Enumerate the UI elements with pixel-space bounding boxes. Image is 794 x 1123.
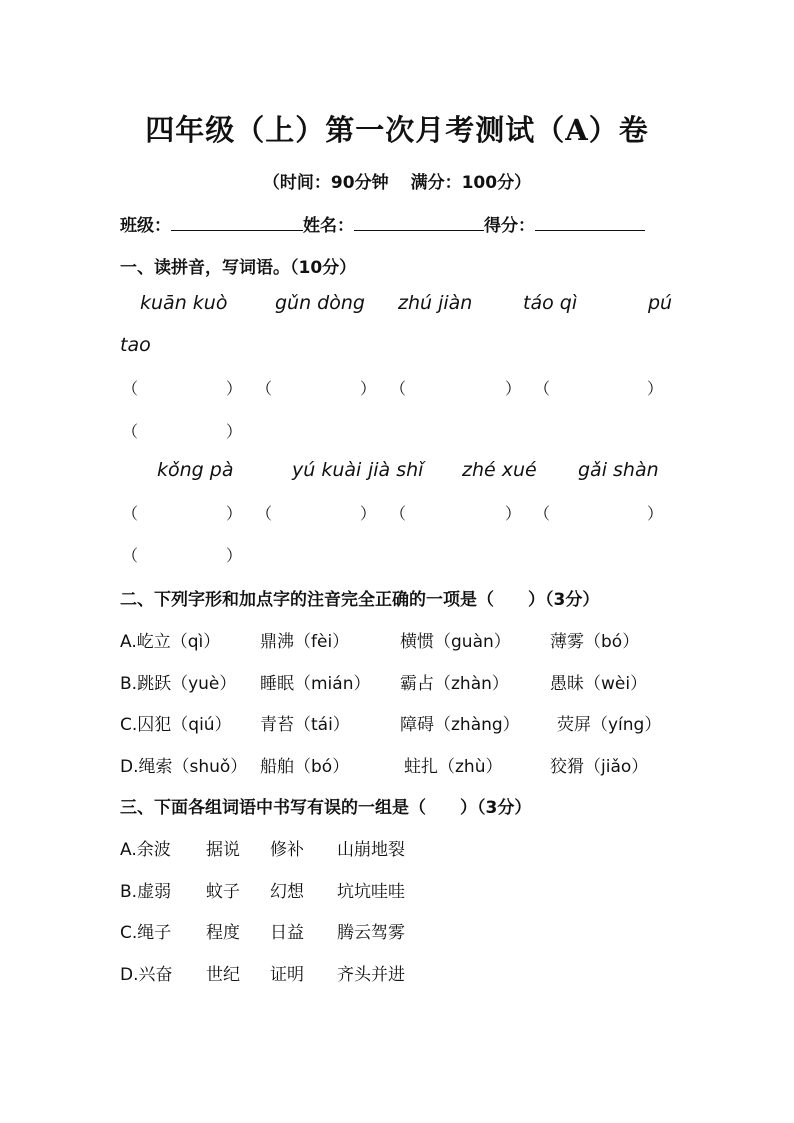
answer-paren-close: ） <box>226 422 243 441</box>
option-d-word: 狡猾（jiǎo） <box>550 757 649 777</box>
option-a-word: A.余波 <box>120 840 171 860</box>
option-b-word: 幻想 <box>270 882 304 902</box>
answer-paren-open: （ <box>534 379 551 398</box>
option-d-word: 世纪 <box>206 965 240 985</box>
answer-paren-close: ） <box>505 379 522 398</box>
option-b-word: 蚊子 <box>206 882 240 902</box>
pinyin-item: gǔn dòng <box>275 292 365 314</box>
pinyin-item: pú <box>648 292 673 314</box>
pinyin-item: zhú jiàn <box>398 292 473 314</box>
option-a-word: 据说 <box>206 840 240 860</box>
class-label: 班级： <box>120 216 171 236</box>
option-a-word: 薄雾（bó） <box>550 632 640 652</box>
exam-subtitle <box>0 168 794 193</box>
pinyin-item: jià shǐ <box>368 459 424 481</box>
answer-paren-close: ） <box>647 379 664 398</box>
option-d-word: 齐头并进 <box>337 965 405 985</box>
pinyin-item: táo qì <box>523 292 578 314</box>
answer-paren-close: ） <box>226 546 243 565</box>
pinyin-item-wrap: tao <box>120 334 151 356</box>
section2-heading: 二、下列字形和加点字的注音完全正确的一项是（ ）（3分） <box>120 590 600 610</box>
option-d-word: 蛀扎（zhù） <box>404 757 503 777</box>
answer-paren-open: （ <box>390 504 407 523</box>
option-c-word: 腾云驾雾 <box>337 923 405 943</box>
option-c-word: 程度 <box>206 923 240 943</box>
option-d-word: D.兴奋 <box>120 965 173 985</box>
answer-paren-close: ） <box>360 504 377 523</box>
answer-paren-open: （ <box>534 504 551 523</box>
option-c-word: 障碍（zhàng） <box>400 715 520 735</box>
class-blank[interactable] <box>171 211 303 231</box>
option-d-word: 船舶（bó） <box>260 757 350 777</box>
pinyin-item: kuān kuò <box>140 292 228 314</box>
option-b-word: 坑坑哇哇 <box>337 882 405 902</box>
option-a-word: 横惯（guàn） <box>400 632 511 652</box>
answer-paren-close: ） <box>226 379 243 398</box>
answer-paren-open: （ <box>390 379 407 398</box>
answer-paren-open: （ <box>256 504 273 523</box>
option-c-word: 青苔（tái） <box>260 715 350 735</box>
answer-paren-open: （ <box>256 379 273 398</box>
pinyin-item: kǒng pà <box>157 459 234 481</box>
option-b-word: 睡眠（mián） <box>260 674 371 694</box>
section3-heading: 三、下面各组词语中书写有误的一组是（ ）（3分） <box>120 798 532 818</box>
option-a-word: A.屹立（qì） <box>120 632 221 652</box>
score-label: 得分： <box>484 216 535 236</box>
name-label: 姓名： <box>303 216 354 236</box>
option-b-word: 愚昧（wèi） <box>550 674 648 694</box>
page-title: 四年级（上）第一次月考测试（A）卷 <box>145 113 649 147</box>
option-c-word: 荧屏（yíng） <box>557 715 662 735</box>
answer-paren-open: （ <box>122 504 139 523</box>
option-c-word: C.囚犯（qiú） <box>120 715 232 735</box>
option-a-word: 鼎沸（fèi） <box>260 632 350 652</box>
answer-paren-close: ） <box>360 379 377 398</box>
answer-paren-open: （ <box>122 379 139 398</box>
student-info-line <box>120 211 645 236</box>
exam-time: （时间：90分钟 <box>262 173 389 193</box>
pinyin-item: yú kuài <box>292 459 362 481</box>
option-b-word: B.跳跃（yuè） <box>120 674 237 694</box>
option-d-word: 证明 <box>270 965 304 985</box>
option-c-word: 日益 <box>270 923 304 943</box>
option-d-word: D.绳索（shuǒ） <box>120 757 248 777</box>
score-blank[interactable] <box>535 211 645 231</box>
section1-heading: 一、读拼音，写词语。（10分） <box>120 258 357 278</box>
answer-paren-open: （ <box>122 422 139 441</box>
option-c-word: C.绳子 <box>120 923 172 943</box>
answer-paren-open: （ <box>122 546 139 565</box>
option-a-word: 山崩地裂 <box>337 840 405 860</box>
option-b-word: 霸占（zhàn） <box>400 674 509 694</box>
answer-paren-close: ） <box>505 504 522 523</box>
option-a-word: 修补 <box>270 840 304 860</box>
pinyin-item: zhé xué <box>462 459 537 481</box>
name-blank[interactable] <box>354 211 484 231</box>
answer-paren-close: ） <box>647 504 664 523</box>
answer-paren-close: ） <box>226 504 243 523</box>
exam-full-score: 满分：100分） <box>410 173 532 193</box>
option-b-word: B.虚弱 <box>120 882 172 902</box>
pinyin-item: gǎi shàn <box>578 459 659 481</box>
